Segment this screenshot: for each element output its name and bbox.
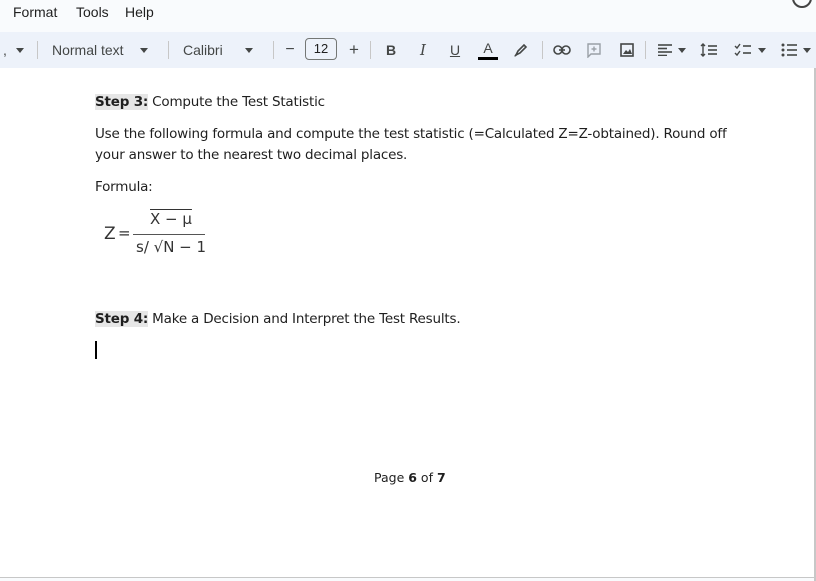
formula-denominator: s/ √N − 1 xyxy=(136,238,207,256)
instruction-line-1: Use the following formula and compute the test statistic (=Calculated Z=Z-obtained). Round off xyxy=(95,126,727,142)
underline-icon: U xyxy=(449,42,461,58)
checklist-icon xyxy=(734,43,752,57)
bulleted-list-dropdown[interactable] xyxy=(776,32,816,68)
bold-button[interactable] xyxy=(382,32,400,68)
font-family-dropdown[interactable] xyxy=(183,32,263,68)
chevron-down-icon xyxy=(140,48,148,53)
step4-label: Step 4: xyxy=(95,311,149,327)
font-family-label: Calibri xyxy=(183,42,223,58)
chevron-down-icon xyxy=(16,48,24,53)
text-cursor xyxy=(95,341,97,359)
italic-icon: I xyxy=(420,41,426,59)
z-formula-image xyxy=(100,206,210,262)
step3-heading xyxy=(95,92,325,113)
instruction-line-2: your answer to the nearest two decimal places. xyxy=(95,147,408,163)
zoom-dropdown-caret[interactable] xyxy=(13,32,27,68)
increase-font-size-button[interactable] xyxy=(346,32,362,68)
bulleted-list-icon xyxy=(781,43,797,57)
toolbar-divider xyxy=(370,41,371,59)
step4-heading xyxy=(95,309,460,330)
italic-button[interactable] xyxy=(414,32,432,68)
formula-label: Formula: xyxy=(95,179,153,195)
checklist-dropdown[interactable] xyxy=(730,32,770,68)
formula-numerator: X − μ xyxy=(150,210,192,228)
paragraph-style-dropdown[interactable] xyxy=(52,32,162,68)
link-icon xyxy=(553,44,571,56)
current-page: 6 xyxy=(408,470,417,485)
minus-icon: − xyxy=(285,41,295,58)
step3-label: Step 3: xyxy=(95,94,149,110)
fraction-bar xyxy=(133,234,205,235)
toolbar-divider xyxy=(645,41,646,59)
menu-bar xyxy=(0,0,816,26)
formula-equals: = xyxy=(118,224,131,242)
align-dropdown[interactable] xyxy=(655,32,689,68)
text-color-icon: A xyxy=(483,39,493,56)
page-of: of xyxy=(416,470,437,485)
toolbar-divider xyxy=(37,41,38,59)
toolbar xyxy=(0,32,816,68)
chevron-down-icon xyxy=(245,48,253,53)
account-icon[interactable] xyxy=(792,0,812,8)
page-number-footer xyxy=(374,470,446,485)
decrease-font-size-button[interactable] xyxy=(282,32,298,68)
zoom-fragment[interactable]: , xyxy=(3,42,7,58)
step4-title: Make a Decision and Interpret the Test Results. xyxy=(148,311,461,327)
chevron-down-icon xyxy=(758,48,766,53)
align-left-icon xyxy=(658,44,672,56)
plus-icon: + xyxy=(349,40,359,59)
bold-icon: B xyxy=(385,42,397,58)
page-prefix: Page xyxy=(374,470,409,485)
text-color-swatch xyxy=(478,57,498,60)
menu-format[interactable]: Format xyxy=(13,4,58,20)
toolbar-divider xyxy=(168,41,169,59)
line-spacing-icon xyxy=(700,43,718,57)
insert-link-button[interactable] xyxy=(551,32,573,68)
underline-button[interactable] xyxy=(446,32,464,68)
font-size-input[interactable]: 12 xyxy=(305,38,337,60)
page-bottom-edge xyxy=(0,577,816,578)
toolbar-divider xyxy=(273,41,274,59)
toolbar-divider xyxy=(542,41,543,59)
add-comment-button[interactable] xyxy=(584,32,604,68)
paragraph-style-label: Normal text xyxy=(52,42,124,58)
text-color-button[interactable] xyxy=(477,32,499,68)
highlight-color-button[interactable] xyxy=(511,32,531,68)
step3-title: Compute the Test Statistic xyxy=(148,94,325,110)
chevron-down-icon xyxy=(803,48,811,53)
add-comment-icon xyxy=(586,42,602,58)
chevron-down-icon xyxy=(678,48,686,53)
menu-help[interactable]: Help xyxy=(125,4,154,20)
insert-image-button[interactable] xyxy=(617,32,637,68)
menu-tools[interactable]: Tools xyxy=(76,4,109,20)
image-icon xyxy=(619,42,635,58)
line-spacing-button[interactable] xyxy=(698,32,720,68)
total-pages: 7 xyxy=(436,470,446,485)
formula-lhs: Z xyxy=(104,224,116,244)
highlighter-icon xyxy=(513,42,529,58)
